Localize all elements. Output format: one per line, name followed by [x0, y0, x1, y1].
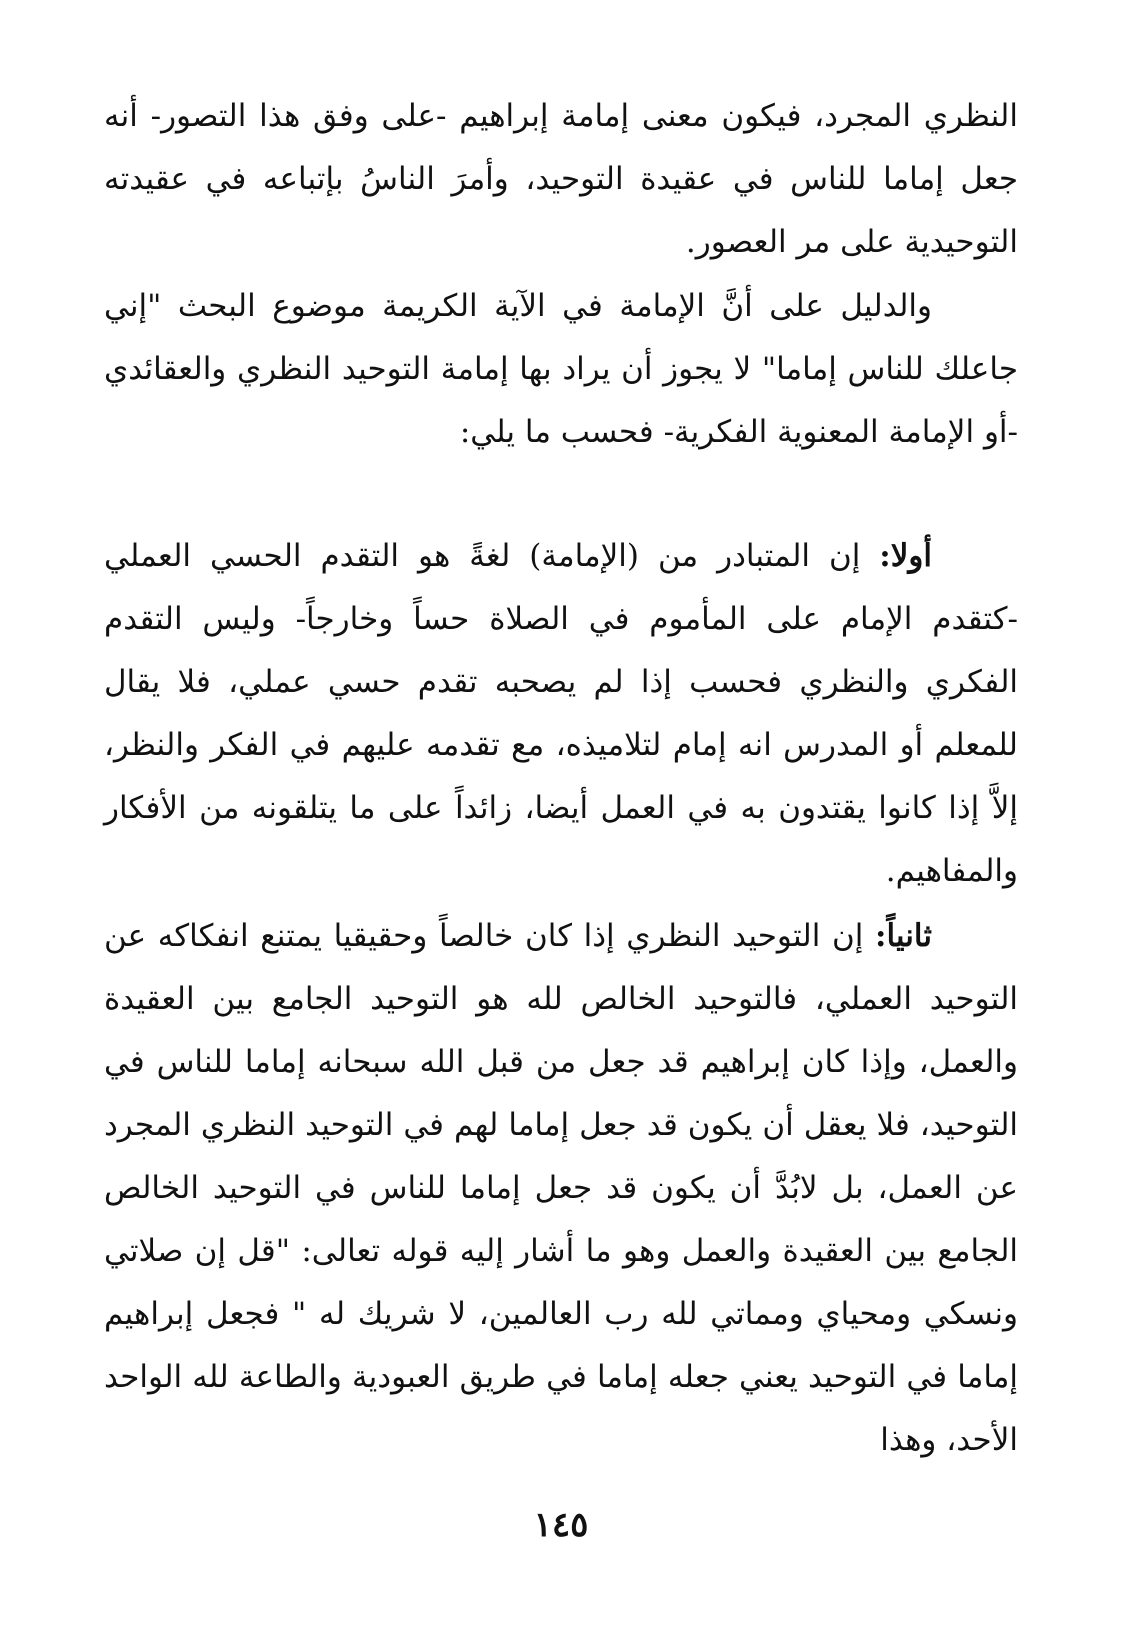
first-point-heading: أولا:	[879, 538, 932, 574]
paragraph-second-point	[104, 905, 1018, 1472]
paragraph-first-point	[104, 525, 1018, 903]
second-point-heading: ثانياً:	[875, 918, 932, 954]
paragraph-evidence-intro: والدليل على أنَّ الإمامة في الآية الكريمة موضوع البحث "إني جاعلك للناس إماما" لا يجوز أن يراد بها إمامة التوحيد النظري والعقائدي -أو الإمامة المعنوية الفكرية- فحسب ما يلي:	[104, 288, 1018, 450]
page-number: ١٤٥	[533, 1505, 589, 1545]
first-point-text: إن المتبادر من (الإمامة) لغةً هو التقدم الحسي العملي -كتقدم الإمام على المأموم في الصلاة حساً وخارجاً- وليس التقدم الفكري والنظري فحسب إذا لم يصحبه تقدم حسي عملي، فلا يقال للمعلم أو المدرس انه إمام لتلاميذه، مع تقدمه عليهم في الفكر والنظر، إلاَّ إذا كانوا يقتدون به في العمل أيضا، زائداً على ما يتلقونه من الأفكار والمفاهيم.	[104, 538, 1018, 889]
paragraph-continuation: النظري المجرد، فيكون معنى إمامة إبراهيم -على وفق هذا التصور- أنه جعل إماما للناس في عقيدة التوحيد، وأمرَ الناسُ بإتباعه في عقيدته التوحيدية على مر العصور.	[104, 98, 1018, 260]
second-point-text: إن التوحيد النظري إذا كان خالصاً وحقيقيا يمتنع انفكاكه عن التوحيد العملي، فالتوحيد الخالص لله هو التوحيد الجامع بين العقيدة والعمل، وإذا كان إبراهيم قد جعل من قبل الله سبحانه إماما للناس في التوحيد، فلا يعقل أن يكون قد جعل إماما لهم في التوحيد النظري المجرد عن العمل، بل لابُدَّ أن يكون قد جعل إماما للناس في التوحيد الخالص الجامع بين العقيدة والعمل وهو ما أشار إليه قوله تعالى: "قل إن صلاتي ونسكي ومحياي ومماتي لله رب العالمين، لا شريك له " فجعل إبراهيم إماما في التوحيد يعني جعله إماما في طريق العبودية والطاعة لله الواحد الأحد، وهذا	[104, 918, 1018, 1458]
